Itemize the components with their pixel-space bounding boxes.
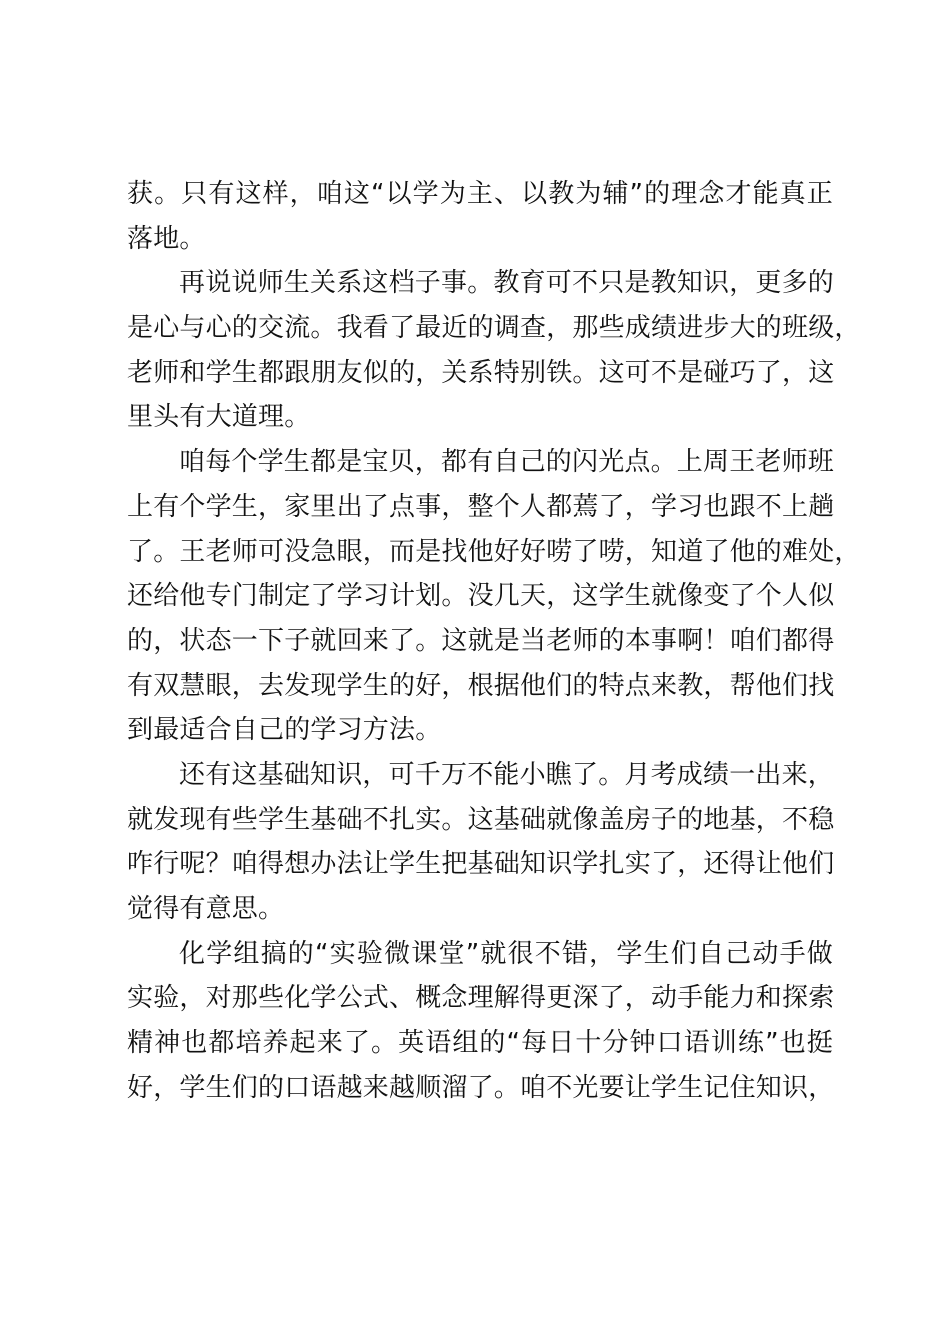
text-line: 到最适合自己的学习方法。: [127, 715, 442, 746]
text-line: 老师和学生都跟朋友似的，关系特别铁。这可不是碰巧了，这: [127, 357, 835, 388]
text-line: 了。王老师可没急眼，而是找他好好唠了唠，知道了他的难处，: [127, 536, 861, 567]
text-line: 里头有大道理。: [127, 402, 311, 433]
text-line: 就发现有些学生基础不扎实。这基础就像盖房子的地基，不稳: [127, 804, 835, 835]
text-line: 咋行呢？咱得想办法让学生把基础知识学扎实了，还得让他们: [127, 849, 835, 880]
text-line: 觉得有意思。: [127, 894, 285, 924]
text-line: 再说说师生关系这档子事。教育可不只是教知识，更多的: [179, 268, 835, 299]
document-body: [127, 172, 861, 1110]
text-line: 咱每个学生都是宝贝，都有自己的闪光点。上周王老师班: [179, 447, 835, 478]
text-line: 实验，对那些化学公式、概念理解得更深了，动手能力和探索: [127, 983, 835, 1014]
text-line: 有双慧眼，去发现学生的好，根据他们的特点来教，帮他们找: [127, 670, 835, 701]
text-line: 获。只有这样，咱这“以学为主、以教为辅”的理念才能真正: [127, 179, 833, 209]
text-line: 还有这基础知识，可千万不能小瞧了。月考成绩一出来，: [179, 759, 835, 790]
text-line: 落地。: [127, 223, 206, 254]
text-line: 还给他专门制定了学习计划。没几天，这学生就像变了个人似: [127, 581, 835, 612]
text-line: 的，状态一下子就回来了。这就是当老师的本事啊！咱们都得: [127, 625, 835, 656]
text-line: 化学组搞的“实验微课堂”就很不错，学生们自己动手做: [179, 938, 833, 969]
text-line: 精神也都培养起来了。英语组的“每日十分钟口语训练”也挺: [127, 1028, 833, 1059]
text-line: 上有个学生，家里出了点事，整个人都蔫了，学习也跟不上趟: [127, 491, 835, 522]
text-line: 是心与心的交流。我看了最近的调查，那些成绩进步大的班级，: [127, 313, 861, 344]
text-line: 好，学生们的口语越来越顺溜了。咱不光要让学生记住知识，: [127, 1072, 835, 1103]
